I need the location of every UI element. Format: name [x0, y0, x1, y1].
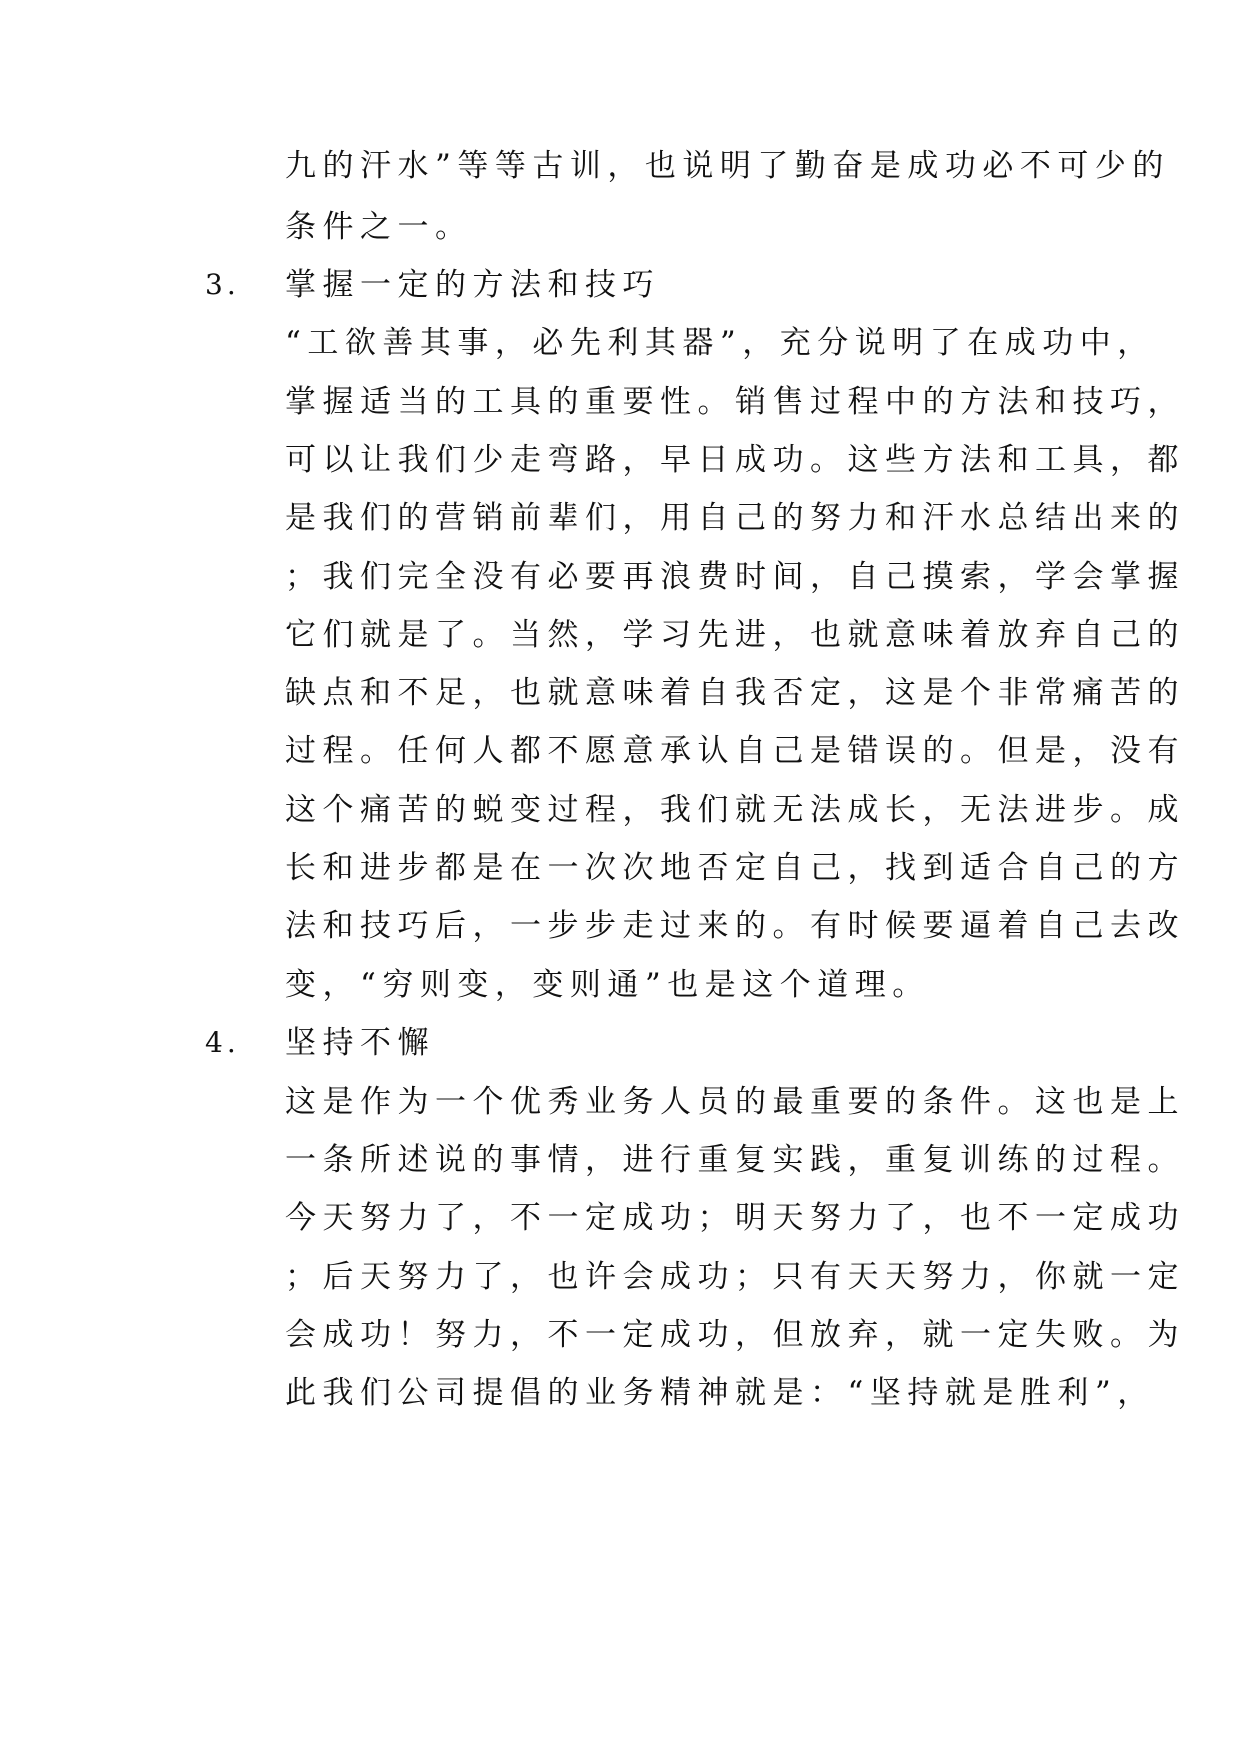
paragraph-line: 会成功！努力，不一定成功，但放弃，就一定失败。为: [285, 1317, 1185, 1353]
paragraph-line: 缺点和不足，也就意味着自我否定，这是个非常痛苦的: [285, 675, 1185, 711]
section-heading: 掌握一定的方法和技巧: [285, 267, 660, 303]
paragraph-line: 这个痛苦的蜕变过程，我们就无法成长，无法进步。成: [285, 792, 1185, 828]
paragraph-line: 此我们公司提倡的业务精神就是：“坚持就是胜利”，: [285, 1375, 1155, 1411]
paragraph-line: 是我们的营销前辈们，用自己的努力和汗水总结出来的: [285, 500, 1185, 536]
paragraph-line: 条件之一。: [285, 209, 473, 245]
paragraph-line: ；我们完全没有必要再浪费时间，自己摸索，学会掌握: [285, 559, 1185, 595]
paragraph-line: 掌握适当的工具的重要性。销售过程中的方法和技巧，: [285, 384, 1185, 420]
section-number: 4.: [205, 1026, 240, 1059]
paragraph-line: 法和技巧后，一步步走过来的。有时候要逼着自己去改: [285, 908, 1185, 944]
section-number: 3.: [205, 268, 240, 301]
section-heading: 坚持不懈: [285, 1025, 435, 1061]
paragraph-line: 九的汗水”等等古训，也说明了勤奋是成功必不可少的: [285, 148, 1170, 184]
paragraph-line: 一条所述说的事情，进行重复实践，重复训练的过程。: [285, 1142, 1185, 1178]
paragraph-line: 它们就是了。当然，学习先进，也就意味着放弃自己的: [285, 617, 1185, 653]
paragraph-line: “工欲善其事，必先利其器”，充分说明了在成功中，: [285, 325, 1155, 361]
paragraph-line: 这是作为一个优秀业务人员的最重要的条件。这也是上: [285, 1084, 1185, 1120]
paragraph-line: 过程。任何人都不愿意承认自己是错误的。但是，没有: [285, 733, 1185, 769]
paragraph-line: 变，“穷则变，变则通”也是这个道理。: [285, 967, 930, 1003]
paragraph-line: 今天努力了，不一定成功；明天努力了，也不一定成功: [285, 1200, 1185, 1236]
paragraph-line: 可以让我们少走弯路，早日成功。这些方法和工具，都: [285, 442, 1185, 478]
paragraph-line: ；后天努力了，也许会成功；只有天天努力，你就一定: [285, 1259, 1185, 1295]
paragraph-line: 长和进步都是在一次次地否定自己，找到适合自己的方: [285, 850, 1185, 886]
